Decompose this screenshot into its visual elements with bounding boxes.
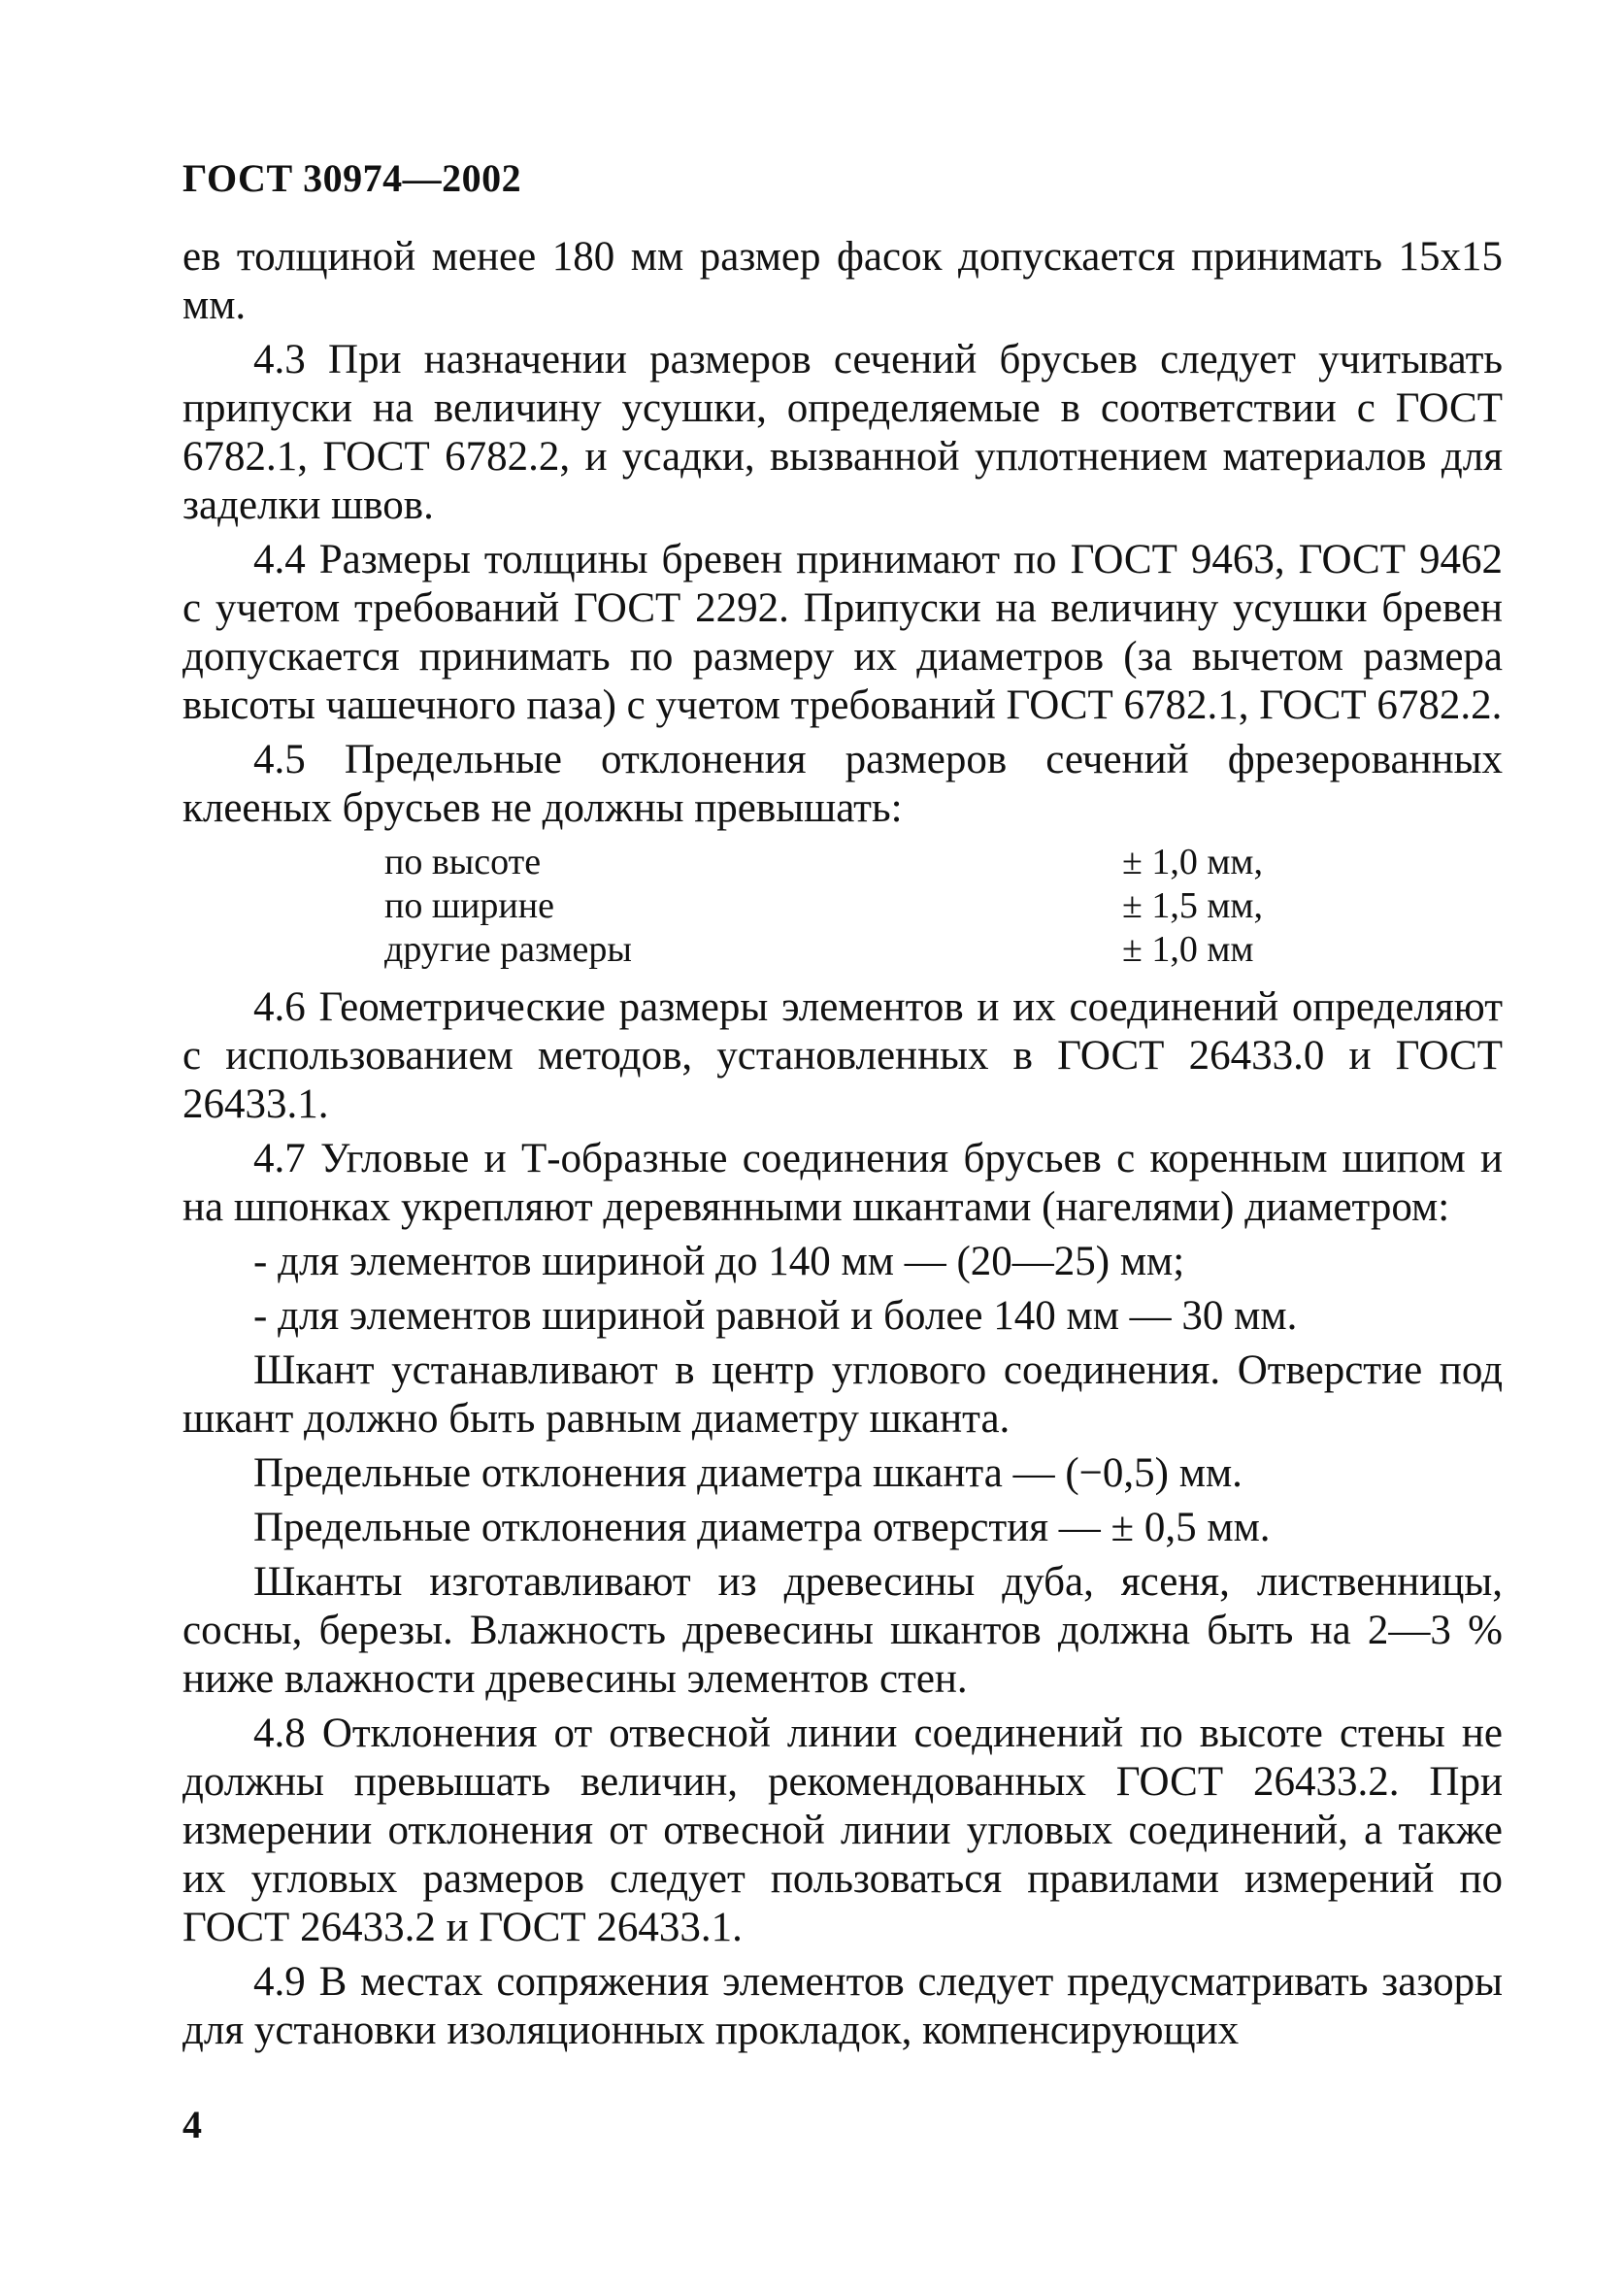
paragraph: 4.6 Геометрические размеры элементов и их соединений определяют с использованием методов, установленных в ГОСТ 26433.0 и ГОСТ 26433.1. xyxy=(182,984,1503,1127)
deviation-value: ± 1,0 мм xyxy=(1122,929,1254,970)
paragraph: ев толщиной менее 180 мм размер фасок допускается принимать 15х15 мм. xyxy=(182,234,1503,328)
deviation-row xyxy=(384,841,1316,884)
paragraph: 4.3 При назначении размеров сечений брусьев следует учитывать припуски на величину усушки, определяемые в соответствии с ГОСТ 6782.1, ГОСТ 6782.2, и усадки, вызванной уплотнением материалов для заделки швов. xyxy=(182,337,1503,528)
page-number: 4 xyxy=(182,2103,202,2146)
paragraph: 4.9 В местах сопряжения элементов следует предусматривать зазоры для установки изоляционных прокладок, компенсирующих xyxy=(182,1959,1503,2053)
paragraph: 4.5 Предельные отклонения размеров сечений фрезерованных клееных брусьев не должны превышать: xyxy=(182,737,1503,831)
paragraph-group-top xyxy=(182,233,1503,833)
deviation-label: другие размеры xyxy=(384,929,632,970)
paragraph: 4.4 Размеры толщины бревен принимают по ГОСТ 9463, ГОСТ 9462 с учетом требований ГОСТ 2292. Припуски на величину усушки бревен допускается принимать по размеру их диаметров (за вычетом размера высоты чашечного паза) с учетом требований ГОСТ 6782.1, ГОСТ 6782.2. xyxy=(182,537,1503,728)
document-code-header: ГОСТ 30974—2002 xyxy=(182,156,522,200)
deviation-value: ± 1,0 мм, xyxy=(1122,842,1263,882)
deviation-row xyxy=(384,884,1316,928)
deviation-value: ± 1,5 мм, xyxy=(1122,885,1263,926)
deviation-list xyxy=(384,841,1316,972)
paragraph: Предельные отклонения диаметра отверстия — ± 0,5 мм. xyxy=(253,1505,1271,1550)
paragraph: Шканты изготавливают из древесины дуба, ясеня, лиственницы, сосны, березы. Влажность древесины шкантов должна быть на 2—3 % ниже влажности древесины элементов стен. xyxy=(182,1559,1503,1702)
deviation-label: по высоте xyxy=(384,842,542,882)
paragraph-group-bottom xyxy=(182,983,1503,2055)
paragraph: - для элементов шириной равной и более 140 мм — 30 мм. xyxy=(253,1293,1298,1339)
paragraph: Шкант устанавливают в центр углового соединения. Отверстие под шкант должно быть равным диаметру шканта. xyxy=(182,1347,1503,1442)
page-body xyxy=(182,233,1503,2061)
deviation-row xyxy=(384,928,1316,972)
paragraph: 4.8 Отклонения от отвесной линии соединений по высоте стены не должны превышать величин, рекомендованных ГОСТ 26433.2. При измерении отклонения от отвесной линии угловых соединений, а также их угловых размеров следует пользоваться правилами измерений по ГОСТ 26433.2 и ГОСТ 26433.1. xyxy=(182,1711,1503,1950)
paragraph: 4.7 Угловые и Т-образные соединения брусьев с коренным шипом и на шпонках укрепляют деревянными шкантами (нагелями) диаметром: xyxy=(182,1136,1503,1230)
paragraph: - для элементов шириной до 140 мм — (20—25) мм; xyxy=(253,1239,1185,1284)
paragraph: Предельные отклонения диаметра шканта — (−0,5) мм. xyxy=(253,1450,1243,1496)
deviation-label: по ширине xyxy=(384,885,554,926)
